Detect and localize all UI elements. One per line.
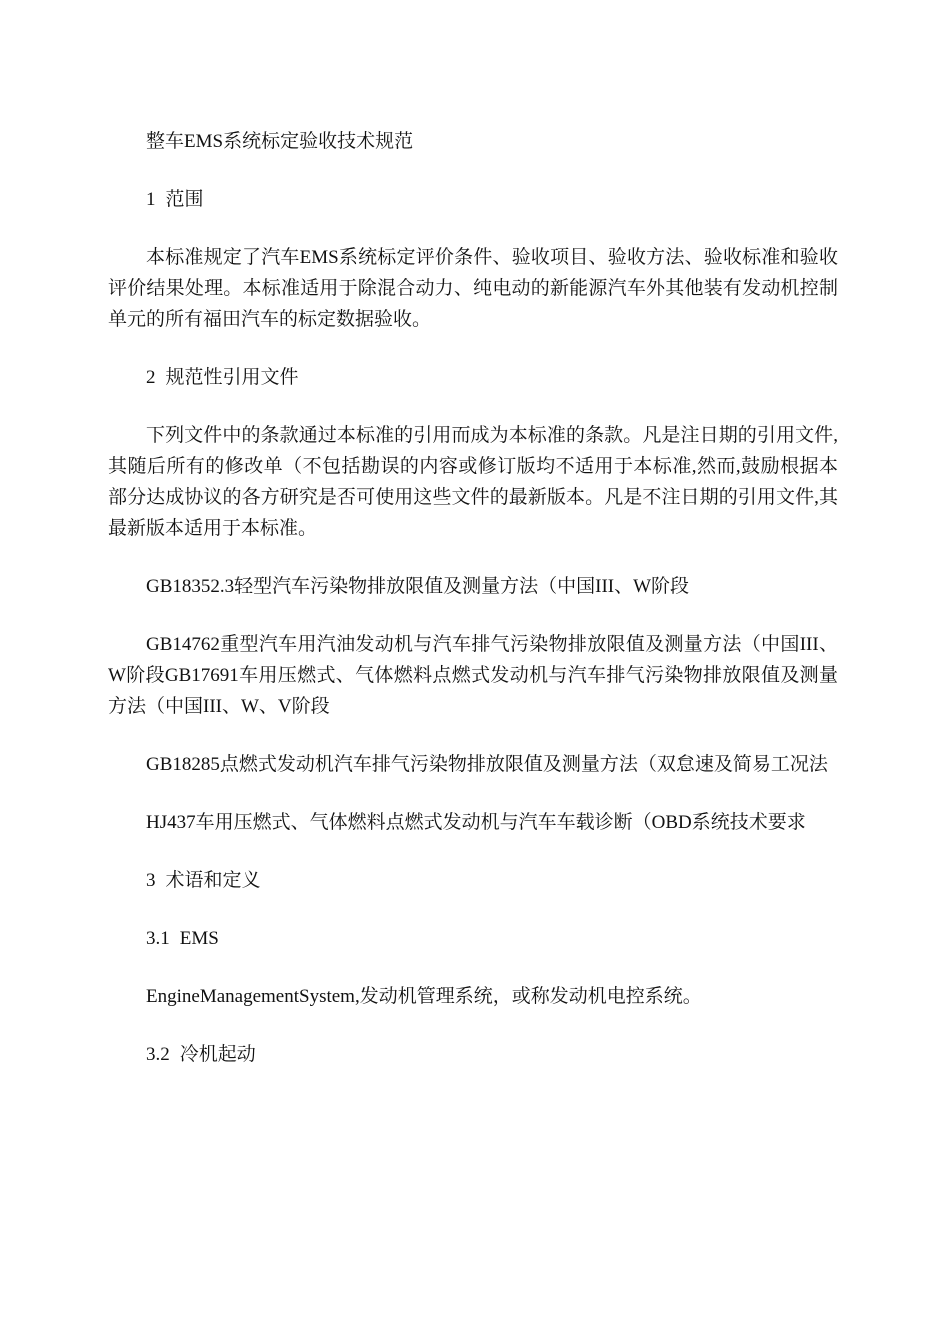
reference-gb18352: GB18352.3轻型汽车污染物排放限值及测量方法（中国III、W阶段 <box>146 576 690 597</box>
section-title: 冷机起动 <box>179 1044 256 1065</box>
document-body <box>108 126 838 1070</box>
section-heading-1 <box>108 184 838 215</box>
ems-definition-paragraph: EngineManagementSystem,发动机管理系统，或称发动机电控系统。 <box>146 986 702 1007</box>
section-title: 术语和定义 <box>165 870 261 891</box>
section-number: 3.2 <box>146 1044 170 1065</box>
document-title: 整车EMS系统标定验收技术规范 <box>146 131 414 152</box>
section-title: 范围 <box>165 189 204 210</box>
reference-gb14762-gb17691: GB14762重型汽车用汽油发动机与汽车排气污染物排放限值及测量方法（中国III、W阶段GB17691车用压燃式、气体燃料点燃式发动机与汽车排气污染物排放限值及测量方法（中国III、W、V阶段 <box>108 634 838 717</box>
reference-hj437: HJ437车用压燃式、气体燃料点燃式发动机与汽车车载诊断（OBD系统技术要求 <box>146 812 806 833</box>
section-number: 3.1 <box>146 928 170 949</box>
section-number: 3 <box>146 870 156 891</box>
section-title: EMS <box>179 928 219 949</box>
section-heading-3 <box>108 865 838 896</box>
reference-gb18285: GB18285点燃式发动机汽车排气污染物排放限值及测量方法（双怠速及简易工况法 <box>146 754 828 775</box>
scope-paragraph: 本标准规定了汽车EMS系统标定评价条件、验收项目、验收方法、验收标准和验收评价结果处理。本标准适用于除混合动力、纯电动的新能源汽车外其他装有发动机控制单元的所有福田汽车的标定数据验收。 <box>108 247 838 330</box>
references-intro-paragraph: 下列文件中的条款通过本标准的引用而成为本标准的条款。凡是注日期的引用文件,其随后所有的修改单（不包括勘误的内容或修订版均不适用于本标准,然而,鼓励根据本部分达成协议的各方研究是否可使用这些文件的最新版本。凡是不注日期的引用文件,其最新版本适用于本标准。 <box>108 425 838 539</box>
section-number: 1 <box>146 189 156 210</box>
section-heading-3-2 <box>108 1039 838 1070</box>
section-number: 2 <box>146 367 156 388</box>
section-heading-3-1 <box>108 923 838 954</box>
section-heading-2 <box>108 362 838 393</box>
section-title: 规范性引用文件 <box>165 367 299 388</box>
